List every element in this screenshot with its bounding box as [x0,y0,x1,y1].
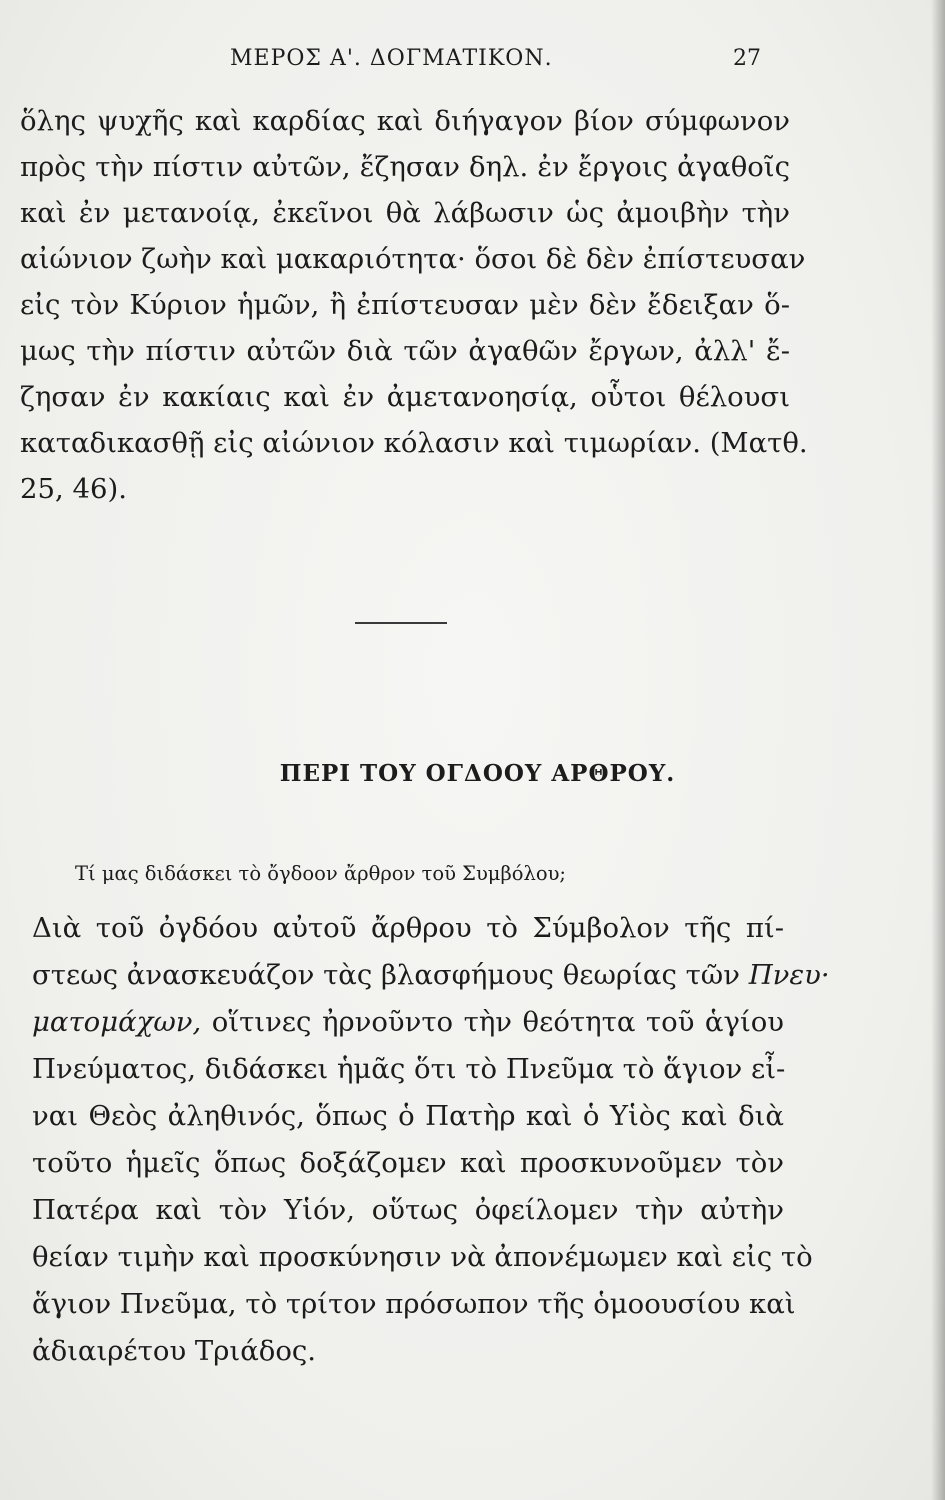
answer-line: τοῦτο ἡμεῖς ὅπως δοξάζομεν καὶ προσκυνοῦμεν τὸν [32,1147,784,1179]
text-line: εἰς τὸν Κύριον ἡμῶν, ἢ ἐπίστευσαν μὲν δὲν ἔδειξαν ὅ- [20,289,790,321]
continued-paragraph [20,98,808,512]
answer-text: οἵτινες ἠρνοῦντο τὴν θεότητα τοῦ ἁγίου [201,1006,784,1038]
answer-italic-term: ματομάχων, [32,1006,202,1038]
answer-line: θείαν τιμὴν καὶ προσκύνησιν νὰ ἀπονέμωμεν καὶ εἰς τὸ [32,1241,813,1273]
text-line: ὅλης ψυχῆς καὶ καρδίας καὶ διήγαγον βίον σύμφωνον [20,105,790,137]
catechism-answer [32,905,830,1375]
answer-text: στεως ἀνασκευάζον τὰς βλασφήμους θεωρίας τῶν [32,959,749,991]
answer-line: Πνεύματος, διδάσκει ἡμᾶς ὅτι τὸ Πνεῦμα τὸ ἅγιον εἶ- [32,1053,786,1085]
running-header [0,46,945,80]
text-line: αἰώνιον ζωὴν καὶ μακαριότητα· ὅσοι δὲ δὲν ἐπίστευσαν [20,243,806,275]
text-line: μως τὴν πίστιν αὐτῶν διὰ τῶν ἀγαθῶν ἔργων, ἀλλ' ἔ- [20,335,790,367]
header-title: ΜΕΡΟΣ Α'. ΔΟΓΜΑΤΙΚΟΝ. [230,46,553,71]
text-line: καταδικασθῇ εἰς αἰώνιον κόλασιν καὶ τιμωρίαν. (Ματθ. [20,427,808,459]
answer-line [32,952,830,999]
section-divider [355,622,447,624]
text-line: καὶ ἐν μετανοίᾳ, ἐκεῖνοι θὰ λάβωσιν ὡς ἀμοιβὴν τὴν [20,197,790,229]
text-line: ζησαν ἐν κακίαις καὶ ἐν ἀμετανοησίᾳ, οὗτοι θέλουσι [20,381,790,413]
answer-line: ἀδιαιρέτου Τριάδος. [32,1335,317,1367]
answer-line [32,999,784,1046]
answer-line: ἅγιον Πνεῦμα, τὸ τρίτον πρόσωπον τῆς ὁμοουσίου καὶ [32,1288,796,1320]
answer-italic-term: Πνευ· [748,959,830,991]
section-heading: ΠΕΡΙ ΤΟΥ ΟΓΔΟΟΥ ΑΡΘΡΟΥ. [279,760,676,787]
page-edge-shadow [931,0,945,1500]
answer-line: Διὰ τοῦ ὀγδόου αὐτοῦ ἄρθρου τὸ Σύμβολον τῆς πί- [32,912,784,944]
answer-line: Πατέρα καὶ τὸν Υἱόν, οὕτως ὀφείλομεν τὴν αὐτὴν [32,1194,784,1226]
page-number: 27 [733,46,761,71]
answer-line: ναι Θεὸς ἀληθινός, ὅπως ὁ Πατὴρ καὶ ὁ Υἱὸς καὶ διὰ [32,1100,784,1132]
text-line: πρὸς τὴν πίστιν αὐτῶν, ἔζησαν δηλ. ἐν ἔργοις ἀγαθοῖς [20,151,790,183]
catechism-question: Τί μας διδάσκει τὸ ὄγδοον ἄρθρον τοῦ Συμβόλου; [75,862,567,885]
text-line: 25, 46). [20,473,127,505]
